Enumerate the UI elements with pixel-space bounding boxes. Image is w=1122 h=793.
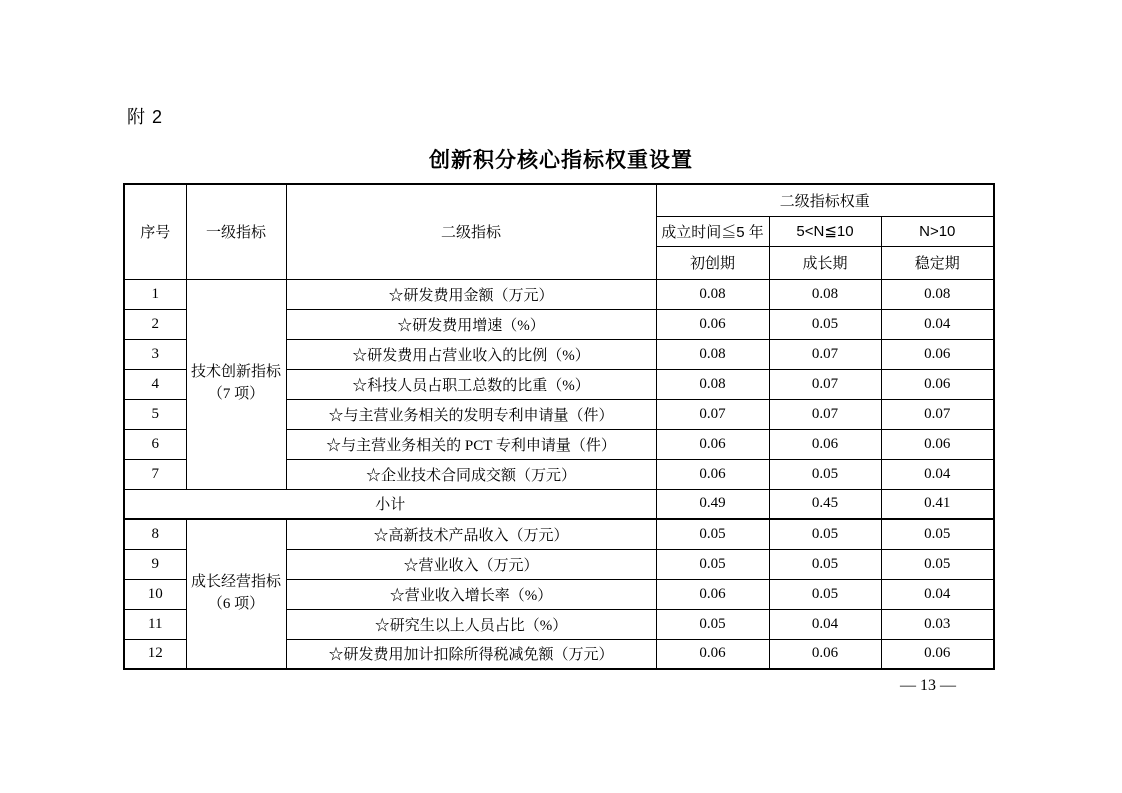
group-label-line1: 成长经营指标 xyxy=(190,574,281,591)
table-row xyxy=(124,519,994,549)
header-level1: 一级指标 xyxy=(186,184,286,279)
seq-cell: 1 xyxy=(124,279,186,309)
weight-cell: 0.05 xyxy=(769,309,881,339)
weight-cell: 0.06 xyxy=(656,309,769,339)
weight-cell: 0.04 xyxy=(769,609,881,639)
indicator-cell: ☆企业技术合同成交额（万元） xyxy=(286,459,656,489)
indicator-cell: ☆营业收入（万元） xyxy=(286,549,656,579)
weight-cell: 0.03 xyxy=(881,609,994,639)
indicator-cell: ☆科技人员占职工总数的比重（%） xyxy=(286,369,656,399)
seq-cell: 5 xyxy=(124,399,186,429)
indicator-cell: ☆与主营业务相关的 PCT 专利申请量（件） xyxy=(286,429,656,459)
subtotal-row xyxy=(124,489,994,519)
group-label-cell xyxy=(186,279,286,489)
seq-cell: 3 xyxy=(124,339,186,369)
weight-cell: 0.07 xyxy=(656,399,769,429)
weight-cell: 0.06 xyxy=(881,339,994,369)
group-label-line2: （7 项） xyxy=(207,386,265,402)
group-label-line2: （6 项） xyxy=(207,596,265,612)
weight-cell: 0.05 xyxy=(769,519,881,549)
header-range-growth: 5<N≦10 xyxy=(769,216,881,246)
indicator-cell: ☆高新技术产品收入（万元） xyxy=(286,519,656,549)
seq-cell: 8 xyxy=(124,519,186,549)
weight-cell: 0.06 xyxy=(881,639,994,669)
weight-cell: 0.05 xyxy=(769,579,881,609)
seq-cell: 12 xyxy=(124,639,186,669)
seq-cell: 10 xyxy=(124,579,186,609)
header-stage-stable: 稳定期 xyxy=(881,246,994,279)
table-row xyxy=(124,279,994,309)
weight-cell: 0.04 xyxy=(881,579,994,609)
weight-cell: 0.06 xyxy=(656,429,769,459)
header-range-stable: N>10 xyxy=(881,216,994,246)
page-number: — 13 — xyxy=(900,677,956,694)
header-seq: 序号 xyxy=(124,184,186,279)
header-stage-growth: 成长期 xyxy=(769,246,881,279)
header-level2: 二级指标 xyxy=(286,184,656,279)
indicator-cell: ☆研发费用加计扣除所得税减免额（万元） xyxy=(286,639,656,669)
page-title: 创新积分核心指标权重设置 xyxy=(429,149,693,172)
weight-cell: 0.05 xyxy=(881,519,994,549)
indicator-cell: ☆与主营业务相关的发明专利申请量（件） xyxy=(286,399,656,429)
weight-cell: 0.41 xyxy=(881,489,994,519)
weight-cell: 0.06 xyxy=(881,369,994,399)
weight-cell: 0.06 xyxy=(769,639,881,669)
weight-cell: 0.08 xyxy=(656,279,769,309)
indicator-cell: ☆研发费用金额（万元） xyxy=(286,279,656,309)
indicator-cell: ☆研发费用占营业收入的比例（%） xyxy=(286,339,656,369)
weight-cell: 0.05 xyxy=(769,549,881,579)
indicator-cell: ☆研发费用增速（%） xyxy=(286,309,656,339)
weight-cell: 0.08 xyxy=(656,369,769,399)
seq-cell: 4 xyxy=(124,369,186,399)
weight-cell: 0.04 xyxy=(881,309,994,339)
weight-cell: 0.06 xyxy=(881,429,994,459)
weight-cell: 0.04 xyxy=(881,459,994,489)
seq-cell: 9 xyxy=(124,549,186,579)
indicator-cell: ☆营业收入增长率（%） xyxy=(286,579,656,609)
weight-cell: 0.06 xyxy=(656,459,769,489)
header-range-startup: 成立时间≦5 年 xyxy=(656,216,769,246)
weight-cell: 0.06 xyxy=(656,639,769,669)
attachment-label: 附 2 xyxy=(127,107,164,127)
header-stage-startup: 初创期 xyxy=(656,246,769,279)
weight-cell: 0.05 xyxy=(881,549,994,579)
subtotal-label-cell: 小计 xyxy=(124,489,656,519)
weight-cell: 0.07 xyxy=(769,339,881,369)
weight-cell: 0.07 xyxy=(881,399,994,429)
weight-cell: 0.05 xyxy=(656,609,769,639)
group-label-cell xyxy=(186,519,286,669)
weight-cell: 0.07 xyxy=(769,399,881,429)
table-header-row-1 xyxy=(124,184,994,216)
weight-cell: 0.05 xyxy=(656,519,769,549)
weight-cell: 0.06 xyxy=(769,429,881,459)
group-label-line1: 技术创新指标 xyxy=(190,364,281,381)
weight-cell: 0.08 xyxy=(881,279,994,309)
seq-cell: 11 xyxy=(124,609,186,639)
weight-cell: 0.07 xyxy=(769,369,881,399)
weight-cell: 0.05 xyxy=(769,459,881,489)
weight-cell: 0.08 xyxy=(769,279,881,309)
seq-cell: 2 xyxy=(124,309,186,339)
seq-cell: 7 xyxy=(124,459,186,489)
weight-cell: 0.05 xyxy=(656,549,769,579)
weight-cell: 0.06 xyxy=(656,579,769,609)
weights-table xyxy=(123,183,995,670)
weight-cell: 0.45 xyxy=(769,489,881,519)
header-weight-group: 二级指标权重 xyxy=(656,184,994,216)
weight-cell: 0.08 xyxy=(656,339,769,369)
seq-cell: 6 xyxy=(124,429,186,459)
weight-cell: 0.49 xyxy=(656,489,769,519)
indicator-cell: ☆研究生以上人员占比（%） xyxy=(286,609,656,639)
